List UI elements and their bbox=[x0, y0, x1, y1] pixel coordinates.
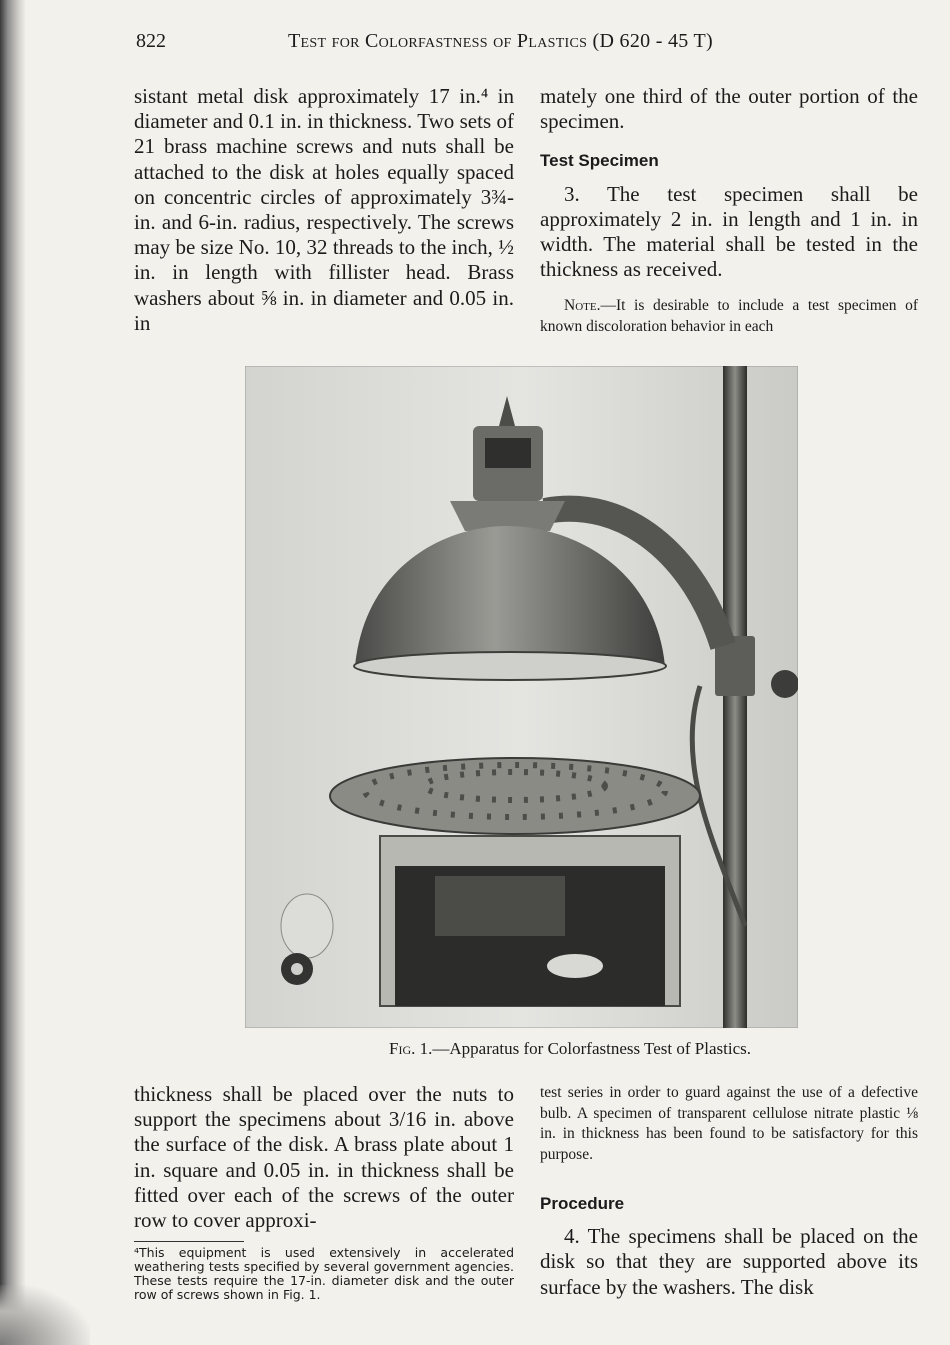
page-header bbox=[136, 30, 916, 60]
note-text: —It is desirable to include a test specimen of known discoloration behavior in each bbox=[540, 297, 918, 335]
section-heading-procedure: Procedure bbox=[540, 1194, 625, 1213]
body-paragraph: thickness shall be placed over the nuts to support the specimens about 3/16 in. above the surface of the disk. A brass plate about 1 in. square and 0.05 in. in thickness shall be fitted over each of the screws of the outer row to cover approxi- bbox=[134, 1082, 514, 1233]
page-spine-shadow bbox=[0, 0, 26, 1345]
note-continuation: test series in order to guard against the use of a defective bulb. A specimen of transparent cellulose nitrate plastic ⅛ in. in thickness has been found to be satisfactory for this purpose. bbox=[540, 1084, 918, 1163]
note bbox=[540, 296, 918, 337]
left-column-bottom bbox=[134, 1082, 514, 1301]
page-number: 822 bbox=[136, 30, 166, 52]
spare-bulb bbox=[281, 894, 333, 958]
right-column-top bbox=[540, 84, 918, 337]
footnote: ⁴This equipment is used extensively in accelerated weathering tests specified by several government agencies. These tests require the 17-in. diameter disk and the outer row of screws shown in Fig. 1. bbox=[134, 1245, 514, 1302]
figure-caption bbox=[136, 1039, 916, 1059]
footnote-rule bbox=[134, 1241, 244, 1242]
stand-rod bbox=[723, 366, 747, 1028]
caption-text: —Apparatus for Colorfastness Test of Plastics. bbox=[432, 1039, 751, 1058]
paragraph-4: 4. The specimens shall be placed on the disk so that they are supported above its surface by the washers. The disk bbox=[540, 1224, 918, 1299]
paragraph-3: 3. The test specimen shall be approximately 2 in. in length and 1 in. in width. The material shall be tested in the thickness as received. bbox=[540, 181, 918, 282]
right-column-bottom bbox=[540, 1083, 918, 1300]
running-title: Test for Colorfastness of Plastics (D 620 - 45 T) bbox=[288, 30, 714, 52]
note-label: Note. bbox=[564, 297, 601, 315]
page-corner-shadow bbox=[0, 1285, 90, 1345]
left-column-top bbox=[134, 84, 514, 336]
motor bbox=[547, 954, 603, 978]
figure-apparatus-photo bbox=[245, 366, 798, 1028]
caption-label: Fig. 1. bbox=[389, 1039, 433, 1058]
section-heading-test-specimen: Test Specimen bbox=[540, 151, 659, 171]
body-paragraph: sistant metal disk approximately 17 in.⁴ in diameter and 0.1 in. in thickness. Two sets of 21 brass machine screws and nuts shall be attached to the disk at holes equally spaced on concentric circles of approximately 3¾-in. and 6-in. radius, respectively. The screws may be size No. 10, 32 threads to the inch, ½ in. in length with fillister head. Brass washers about ⅝ in. in diameter and 0.05 in. in bbox=[134, 84, 514, 335]
clamp-knob bbox=[771, 670, 798, 698]
body-paragraph-continuation: mately one third of the outer portion of the specimen. bbox=[540, 84, 918, 134]
rotating-disk bbox=[330, 758, 700, 834]
